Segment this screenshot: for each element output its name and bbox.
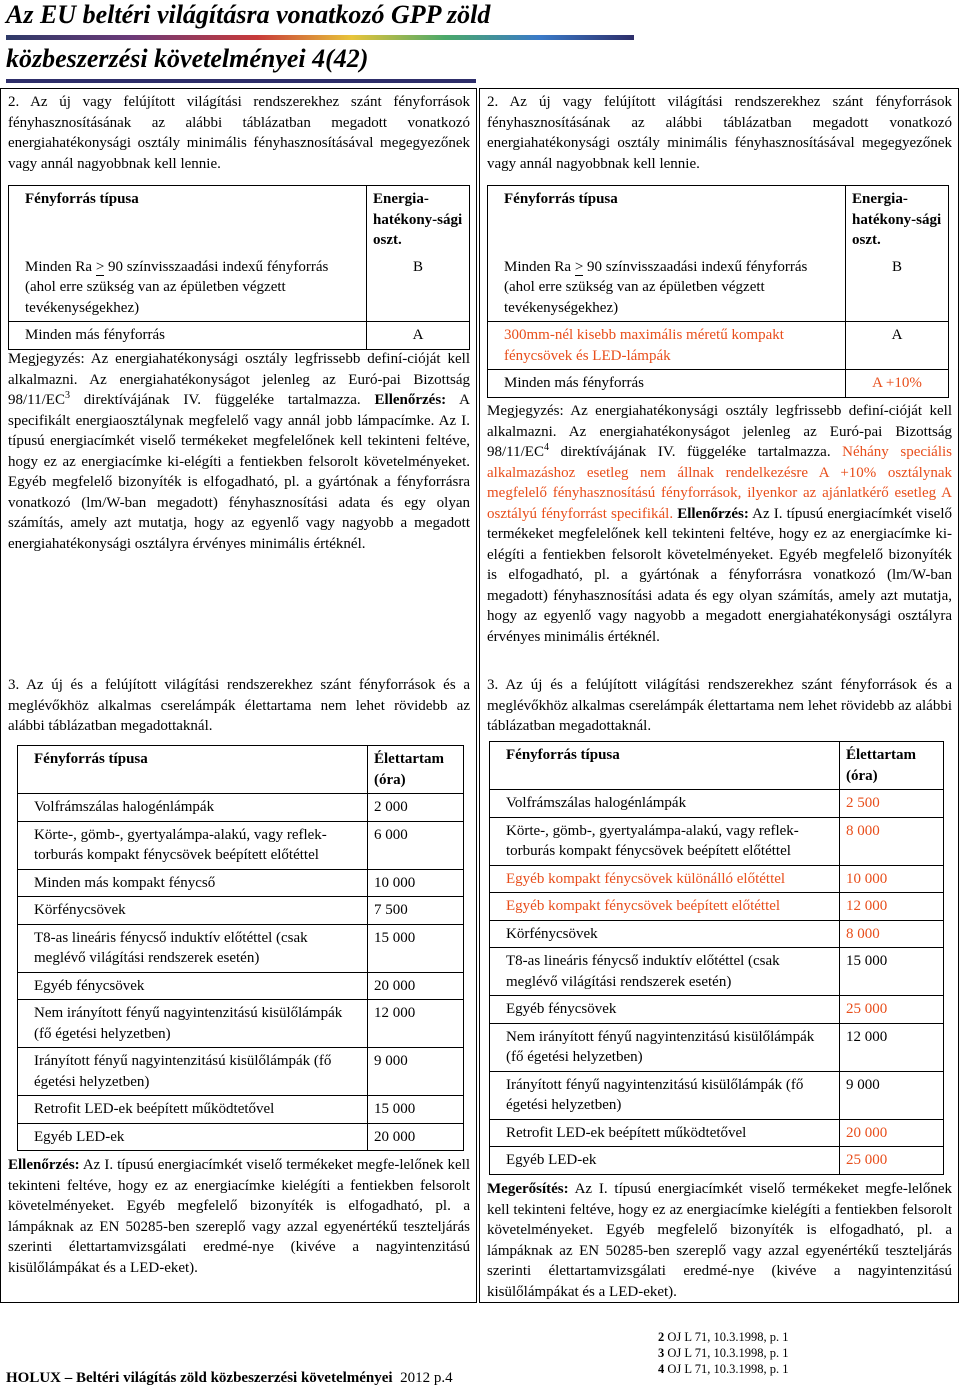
subtitle-rule (6, 79, 476, 83)
table-cell: Volfrámszálas halogénlámpák (18, 794, 368, 822)
left-lifetime-table (17, 745, 464, 1151)
verification-text: Az I. típusú energiacímkét viselő termékeket megfe-lelőnek kell tekinteni feltéve, hogy ez az energiacímke kielégíti a fentiekben felsorolt követelményeket. Egyéb megfelelő bizonyíték is elfogadható, pl. a lámpáknak az EN 50285-ben szereplő vagy azzal egyenértékű teszteljárás szerinti élettartamvizsgálati eredmé-nye (kivéve a nagyintenzitású kisülőlámpákat és a LED-eket). (8, 1157, 470, 1276)
table-cell (9, 254, 367, 322)
page-number: 2012 p.4 (400, 1370, 453, 1386)
table-cell: Nem irányított fényű nagyintenzitású kisülőlámpák (fő égetési helyzetben) (490, 1023, 840, 1071)
table-header: Fényforrás típusa (490, 742, 840, 790)
left-column (0, 88, 477, 1303)
right-efficiency-table (487, 185, 949, 398)
page-footer (6, 1368, 453, 1388)
table-cell: Nem irányított fényű nagyintenzitású kisülőlámpák (fő égetési helyzetben) (18, 1000, 368, 1048)
cell-text: > (96, 257, 104, 278)
footnotes (658, 1329, 788, 1377)
left-note (8, 349, 470, 554)
table-cell: T8-as lineáris fénycső induktív előtéttel (csak meglévő világítási rendszerek esetén) (490, 948, 840, 996)
note-text: direktívájának IV. függeléke tartalmazza. (548, 444, 831, 460)
footnote (658, 1345, 788, 1361)
confirmation-text: Az I. típusú energiacímkét viselő termékeket megfe-lelőnek kell tekinteni feltéve, hogy ez az energiacímke kielégíti a fentiekben felsorolt követelményeket. Egyéb megfelelő bizonyíték is elfogadható, pl. a lámpáknak az EN 50285-ben szereplő vagy azzal egyenértékű teszteljárás szerinti élettartamvizsgálati eredmé-nye (kivéve a nagyintenzitású kisülőlámpákat és a LED-eket). (487, 1181, 952, 1300)
verification-label: Ellenőrzés: (374, 392, 447, 408)
table-cell: Egyéb fénycsövek (490, 996, 840, 1024)
table-row (18, 1096, 464, 1124)
table-row (490, 865, 944, 893)
table-cell: 12 000 (840, 1023, 944, 1071)
table-cell: Egyéb fénycsövek (18, 972, 368, 1000)
page-title-line-1: Az EU beltéri világításra vonatkozó GPP zöld (6, 0, 491, 29)
footnote-text: OJ L 71, 10.3.1998, p. 1 (664, 1362, 789, 1376)
title-rule (6, 35, 634, 40)
table-cell: 9 000 (368, 1048, 464, 1096)
table-cell: 6 000 (368, 821, 464, 869)
table-cell: 2 000 (368, 794, 464, 822)
table-cell: Minden más kompakt fénycső (18, 869, 368, 897)
table-row (490, 893, 944, 921)
table-cell: 20 000 (368, 972, 464, 1000)
table-cell (488, 254, 846, 322)
table-cell: 15 000 (840, 948, 944, 996)
table-cell: Egyéb LED-ek (18, 1123, 368, 1151)
table-cell: 12 000 (840, 893, 944, 921)
table-header: Energia-hatékony-sági oszt. (846, 186, 949, 254)
table-cell: Egyéb kompakt fénycsövek beépített előtéttel (490, 893, 840, 921)
right-confirmation (487, 1179, 952, 1302)
table-cell: 20 000 (368, 1123, 464, 1151)
table-cell: 10 000 (840, 865, 944, 893)
table-row (18, 972, 464, 1000)
note-text: Megjegyzés: Az energiahatékonysági osztály legfrissebb definí-cióját kell alkalmazni. Az energiahatékonyságot jelenleg az Euró-pai Bizottság 98/11/EC (487, 403, 952, 460)
table-cell: 7 500 (368, 897, 464, 925)
table-cell: 300mm-nél kisebb maximális méretű kompakt fénycsövek és LED-lámpák (488, 322, 846, 370)
left-criterion-3: 3. Az új és a felújított világítási rendszerekhez szánt fényforrások és a meglévőkhöz alkalmas cserelámpák élettartama nem lehet rövidebb az alábbi táblázatban megadottaknál. (8, 677, 470, 734)
footer-text: HOLUX – Beltéri világítás zöld közbeszerzési követelményei (6, 1370, 393, 1386)
table-row (18, 821, 464, 869)
confirmation-label: Megerősítés: (487, 1181, 569, 1197)
table-row (490, 1119, 944, 1147)
table-cell: 20 000 (840, 1119, 944, 1147)
table-header: Fényforrás típusa (488, 186, 846, 254)
table-header: Fényforrás típusa (18, 746, 368, 794)
table-cell: Volfrámszálas halogénlámpák (490, 790, 840, 818)
note-text: direktívájának IV. függeléke tartalmazza. (69, 392, 361, 408)
table-cell: Körte-, gömb-, gyertyalámpa-alakú, vagy reflek-torburás kompakt fénycsövek beépített előtéttel (18, 821, 368, 869)
footnote-number: 2 (658, 1330, 665, 1344)
footnote-text: OJ L 71, 10.3.1998, p. 1 (664, 1330, 789, 1344)
table-row (490, 948, 944, 996)
footnote-ref: 4 (543, 442, 549, 453)
table-header: Élettartam (óra) (368, 746, 464, 794)
table-row (490, 920, 944, 948)
table-cell: 25 000 (840, 996, 944, 1024)
table-cell: Körte-, gömb-, gyertyalámpa-alakú, vagy reflek-torburás kompakt fénycsövek beépített előtéttel (490, 817, 840, 865)
table-cell: 15 000 (368, 924, 464, 972)
left-efficiency-table (8, 185, 470, 350)
table-cell: Retrofit LED-ek beépített működtetővel (18, 1096, 368, 1124)
table-row (18, 1123, 464, 1151)
table-row (18, 924, 464, 972)
table-cell: 8 000 (840, 920, 944, 948)
cell-text: 90 színvisszaadási indexű fényforrás (ahol erre szükség van az épületben végzett tevékenységekhez) (504, 258, 808, 316)
verification-label: Ellenőrzés: (677, 505, 749, 522)
table-cell: B (367, 254, 470, 322)
table-row (18, 794, 464, 822)
right-column (479, 88, 959, 1303)
table-cell: Egyéb LED-ek (490, 1147, 840, 1175)
note-text: Megjegyzés: Az energiahatékonysági osztály legfrissebb definí-cióját kell alkalmazni. Az energiahatékonyságot jelenleg az Euró-pai Bizottság 98/11/EC (8, 351, 470, 408)
page-title-line-2: közbeszerzési követelményei 4(42) (6, 44, 369, 73)
cell-text: Minden Ra (504, 258, 575, 275)
table-cell: Egyéb kompakt fénycsövek különálló előtéttel (490, 865, 840, 893)
table-cell: 25 000 (840, 1147, 944, 1175)
cell-text: 90 színvisszaadási indexű fényforrás (ahol erre szükség van az épületben végzett tevékenységekhez) (25, 258, 329, 316)
table-header: Energia-hatékony-sági oszt. (367, 186, 470, 254)
verification-label: Ellenőrzés: (8, 1157, 80, 1173)
table-row (18, 897, 464, 925)
table-header: Fényforrás típusa (9, 186, 367, 254)
table-cell: Irányított fényű nagyintenzitású kisülőlámpák (fő égetési helyzetben) (18, 1048, 368, 1096)
footnote-number: 3 (658, 1346, 665, 1360)
cell-text: Minden Ra (25, 258, 96, 275)
footnote-ref: 3 (64, 390, 70, 401)
table-row (490, 996, 944, 1024)
table-cell: T8-as lineáris fénycső induktív előtéttel (csak meglévő világítási rendszerek esetén) (18, 924, 368, 972)
right-lifetime-table (489, 741, 944, 1175)
right-note (487, 401, 952, 647)
table-cell: 10 000 (368, 869, 464, 897)
cell-text: > (575, 257, 583, 278)
table-row (490, 1071, 944, 1119)
table-row (490, 790, 944, 818)
right-criterion-3: 3. Az új és a felújított világítási rendszerekhez szánt fényforrások és a meglévőkhöz alkalmas cserelámpák élettartama nem lehet rövidebb az alábbi táblázatban megadottaknál. (487, 677, 952, 734)
table-cell: Körfénycsövek (18, 897, 368, 925)
verification-text: Az I. típusú energiacímkét viselő termékeket megfelelőnek kell tekinteni feltéve, hogy ez az energiacímke ki-elégíti a fentiekben felsorolt követelményeket. Egyéb megfelelő bizonyíték is elfogadható, pl. a gyártónak a fényforrásra vonatkozó (lm/W-ban megadott) fényhasznosítási adata és egy olyan számítás, amely azt mutatja, hogy az egyenlő vagy nagyobb a megadott energiahatékonysági osztályra érvényes minimális értéknél. (487, 505, 953, 645)
table-header: Élettartam (óra) (840, 742, 944, 790)
left-verification (8, 1155, 470, 1278)
table-cell: 9 000 (840, 1071, 944, 1119)
verification-text: A specifikált energiaosztálynak megfelelő vagy annál jobb lámpacímke. Az I. típusú energiacímkét viselő termékeket megfelelőnek kell tekinteni feltéve, hogy ez az energiacímke ki-elégíti a fentiekben felsorolt követelményeket. Egyéb megfelelő bizonyíték is elfogadható, pl. a gyártónak a fényforrásra vonatkozó (lm/W-ban megadott) fényhasznosítási adata és egy olyan számítás, amely azt mutatja, hogy az egyenlő vagy nagyobb a megadott energiahatékonysági osztályra érvényes minimális értéknél. (8, 392, 470, 552)
table-row (18, 1048, 464, 1096)
footnote-text: OJ L 71, 10.3.1998, p. 1 (664, 1346, 789, 1360)
footnote (658, 1361, 788, 1377)
table-cell: 15 000 (368, 1096, 464, 1124)
footnote-number: 4 (658, 1362, 665, 1376)
table-cell: B (846, 254, 949, 322)
table-cell: Minden más fényforrás (488, 370, 846, 398)
table-row (490, 1147, 944, 1175)
table-cell: 8 000 (840, 817, 944, 865)
table-row (490, 817, 944, 865)
table-cell: A +10% (846, 370, 949, 398)
table-cell: Körfénycsövek (490, 920, 840, 948)
table-cell: Retrofit LED-ek beépített működtetővel (490, 1119, 840, 1147)
table-cell: Minden más fényforrás (9, 322, 367, 350)
table-cell: 12 000 (368, 1000, 464, 1048)
table-cell: Irányított fényű nagyintenzitású kisülőlámpák (fő égetési helyzetben) (490, 1071, 840, 1119)
table-row (490, 1023, 944, 1071)
table-row (18, 1000, 464, 1048)
table-cell: A (846, 322, 949, 370)
note-highlight: Néhány speciális alkalmazáshoz esetleg nem állnak rendelkezésre A +10% osztálynak megfelelő fényhasznosítású fényforrások, ilyenkor az ajánlatkérő esetleg A osztályú fényforrást specifikál. (487, 444, 953, 522)
table-row (18, 869, 464, 897)
table-cell: 2 500 (840, 790, 944, 818)
right-criterion-2: 2. Az új vagy felújított világítási rendszerekhez szánt fényforrások fényhasznosításának az alábbi táblázatban megadott vonatkozó energiahatékonysági osztály minimális fényhasznosításával megegyezőnek vagy annál nagyobbnak kell lennie. (487, 94, 952, 172)
left-criterion-2: 2. Az új vagy felújított világítási rendszerekhez szánt fényforrások fényhasznosításának az alábbi táblázatban megadott vonatkozó energiahatékonysági osztály minimális fényhasznosításával megegyezőnek vagy annál nagyobbnak kell lennie. (8, 94, 470, 172)
footnote (658, 1329, 788, 1345)
table-cell: A (367, 322, 470, 350)
